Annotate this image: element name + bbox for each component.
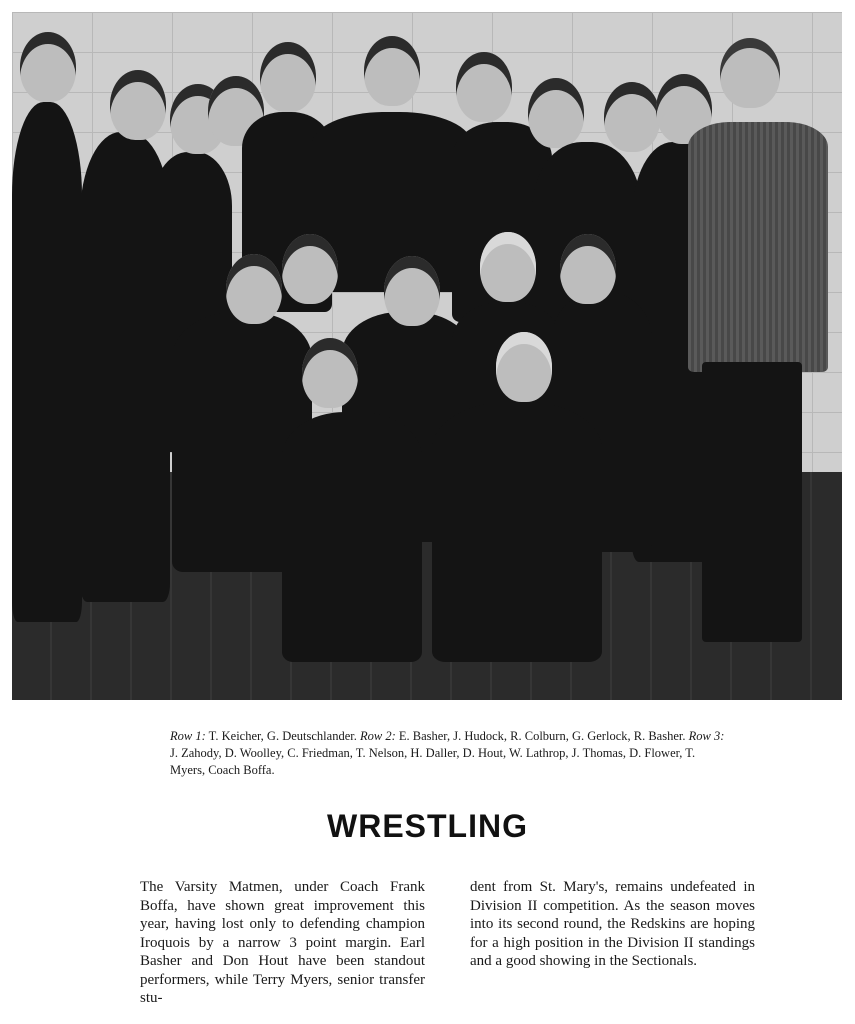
team-member-head [604, 82, 660, 152]
row1-label: Row 1: [170, 729, 206, 743]
team-member-head [384, 256, 440, 326]
row2-names: E. Basher, J. Hudock, R. Colburn, G. Gerlock, R. Basher. [395, 729, 689, 743]
section-title: WRESTLING [327, 808, 528, 844]
team-member-head [560, 234, 616, 304]
photo-caption [170, 728, 730, 779]
row3-names: J. Zahody, D. Woolley, C. Friedman, T. Nelson, H. Daller, D. Hout, W. Lathrop, J. Thomas, D. Flower, T. Myers, Coach Boffa. [170, 746, 696, 777]
article-column-1: The Varsity Matmen, under Coach Frank Boffa, have shown great improvement this year, having lost only to defending champion Iroquois by a narrow 3 point margin. Earl Basher and Don Hout have been standout performers, while Terry Myers, senior transfer stu- [140, 879, 425, 1006]
team-member-figure [12, 102, 82, 622]
team-member-head [20, 32, 76, 102]
team-member-head [260, 42, 316, 112]
team-member-head [456, 52, 512, 122]
team-member-figure [282, 412, 422, 662]
team-photo [12, 12, 842, 700]
row3-label: Row 3: [688, 729, 725, 743]
team-member-head [302, 338, 358, 408]
team-member-head [528, 78, 584, 148]
team-member-head [480, 232, 536, 302]
row1-names: T. Keicher, G. Deutschlander. [205, 729, 360, 743]
coach-head [720, 38, 780, 108]
coach-jacket [688, 122, 828, 372]
team-member-figure [432, 402, 602, 662]
team-member-head [496, 332, 552, 402]
article-column-2: dent from St. Mary's, remains undefeated in Division II competition. As the season moves into its second round, the Redskins are hoping for a high position in the Division II standings and a good showing in the Sectionals. [470, 879, 755, 969]
coach-trousers [702, 362, 802, 642]
team-member-head [226, 254, 282, 324]
team-member-head [110, 70, 166, 140]
team-member-head [364, 36, 420, 106]
team-member-head [282, 234, 338, 304]
row2-label: Row 2: [359, 729, 396, 743]
